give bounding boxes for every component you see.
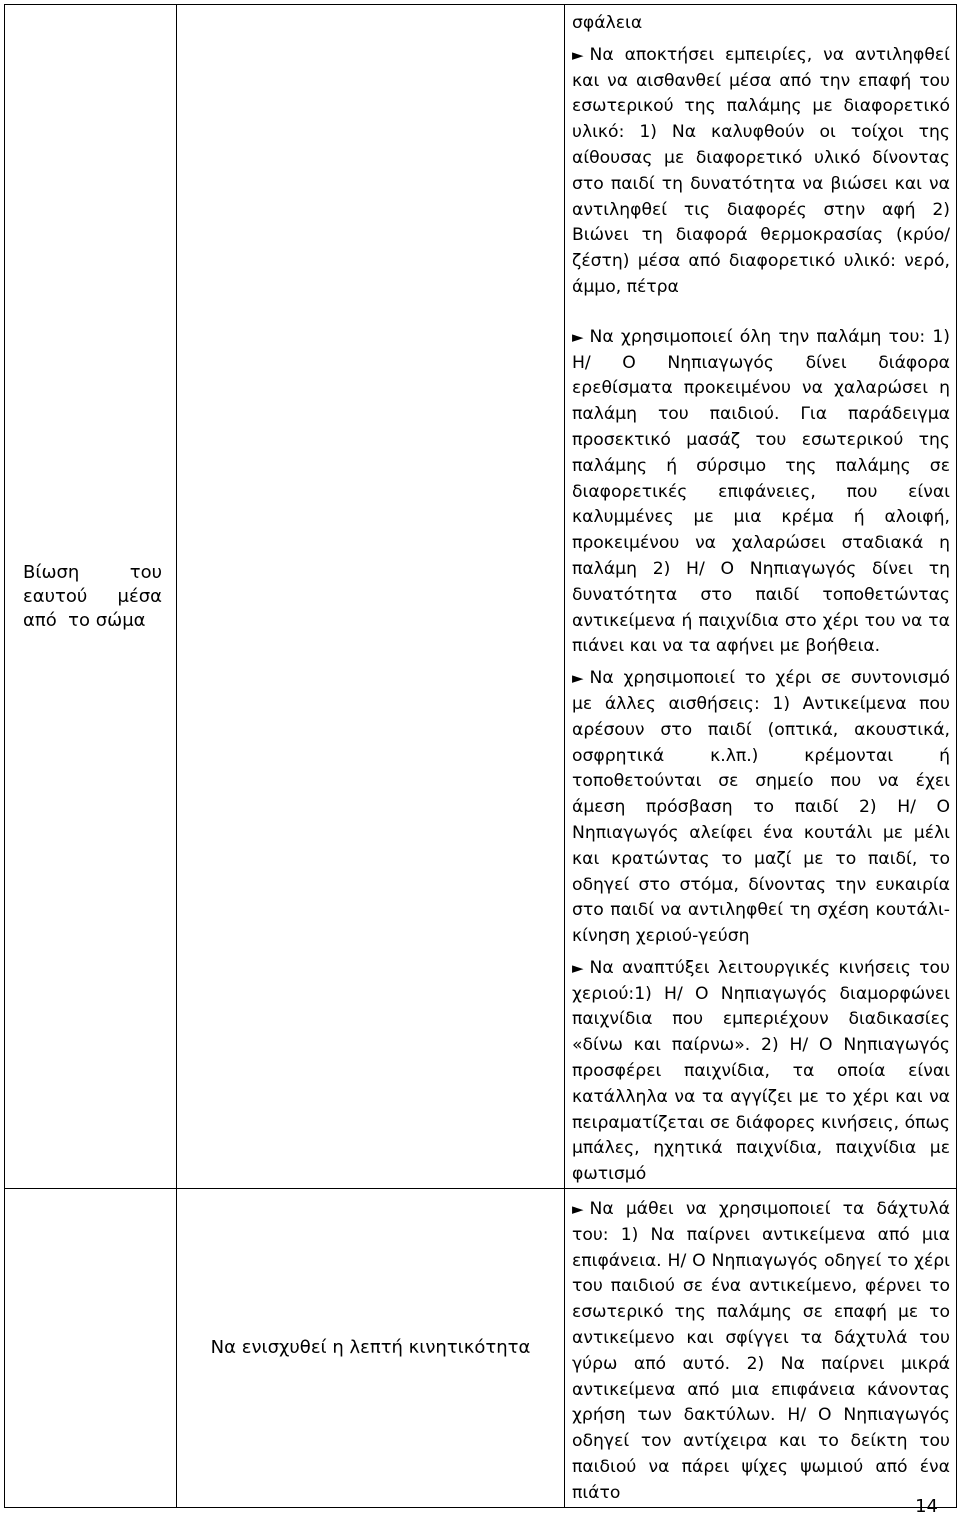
subgoal-cell [177,5,565,1189]
bullet-arrow-icon: ► [572,958,584,977]
category-word: το σώμα [68,609,146,631]
activity-paragraph: ► Να αναπτύξει λειτουργικές κινήσεις του χεριού:1) Η/ Ο Νηπιαγωγός διαμορφώνει παιχνίδια που εμπεριέχουν διαδικασίες «δίνω και παίρνω». 2) Η/ Ο Νηπιαγωγός προσφέρει παιχνίδια, τα οποία είναι κατάλληλα να τα αγγίζει με το χέρι και να πειραματίζεται σε διάφορες κινήσεις, όπως μπάλες, ηχητικά παιχνίδια, παιχνίδια με φωτισμό [572,957,950,1185]
subgoal-cell [177,1189,565,1508]
category-cell [5,1189,177,1508]
bullet-arrow-icon: ► [572,327,584,346]
category-word: του [129,561,162,583]
activity-paragraph: ► Να μάθει να χρησιμοποιεί τα δάχτυλά του: 1) Να παίρνει αντικείμενα από μια επιφάνεια. Η/ Ο Νηπιαγωγός οδηγεί το χέρι του παιδιού σε ένα αντικείμενο, φέρνει το εσωτερικό της παλάμης σε επαφή με το αντικείμενο και σφίγγει τα δάχτυλά του γύρω από αυτό. 2) Να παίρνει μικρά αντικείμενα από μια επιφάνεια κάνοντας χρήση των δακτύλων. Η/ Ο Νηπιαγωγός οδηγεί τον αντίχειρα και το δείκτη του παιδιού να πάρει ψίχες ψωμιού από ένα πιάτο [572,1199,950,1503]
bullet-arrow-icon: ► [572,669,584,688]
activity-paragraph: ► Να χρησιμοποιεί όλη την παλάμη του: 1) Η/ Ο Νηπιαγωγός δίνει διάφορα ερεθίσματα προκειμένου να χαλαρώσει η παλάμη του παιδιού. Για παράδειγμα προσεκτικό μασάζ του εσωτερικού της παλάμης ή σύρσιμο της παλάμης σε διαφορετικές επιφάνειες, που είναι καλυμμένες με μια κρέμα ή αλοιφή, προκειμένου να χαλαρώσει σταδιακά η παλάμη 2) Η/ Ο Νηπιαγωγός δίνει τη δυνατότητα στο παιδί τοποθετώντας αντικείμενα ή παιχνίδια στο χέρι του να τα πιάνει και να τα αφήνει με βοήθεια. [572,326,950,657]
curriculum-table [4,4,957,1508]
category-label [5,561,176,633]
category-word: εαυτού [23,585,88,607]
page-number: 14 [915,1496,938,1517]
category-word: Βίωση [23,561,80,583]
subgoal-text: Να ενισχυθεί η λεπτή κινητικότητα [210,1337,531,1359]
category-word: από [23,609,57,631]
activity-paragraph: ► Να χρησιμοποιεί το χέρι σε συντονισμό με άλλες αισθήσεις: 1) Αντικείμενα που αρέσουν στο παιδί (οπτικά, ακουστικά, οσφρητικά κ.λπ.) κρέμονται ή τοποθετούνται σε σημείο που να έχει άμεση πρόσβαση το παιδί 2) Η/ Ο Νηπιαγωγός αλείφει ένα κουτάλι με μέλι και κρατώντας το μαζί με το παιδί, το οδηγεί στο στόμα, δίνοντας την ευκαιρία στο παιδί να αντιληφθεί τη σχέση κουτάλι-κίνηση χεριού-γεύση [572,668,950,947]
category-cell [5,5,177,1189]
activities-cell [565,5,957,1189]
bullet-arrow-icon: ► [572,45,584,64]
activities-cell [565,1189,957,1508]
table-row [5,5,957,1189]
activity-paragraph: ► Να αποκτήσει εμπειρίες, να αντιληφθεί και να αισθανθεί μέσα από την επαφή του εσωτερικού της παλάμης με διαφορετικό υλικό: 1) Να καλυφθούν οι τοίχοι της αίθουσας με διαφορετικό υλικό δίνοντας στο παιδί τη δυνατότητα να βιώσει και να αντιληφθεί τις διαφορές στην αφή 2) Βιώνει τη διαφορά θερμοκρασίας (κρύο/ ζέστη) μέσα από διαφορετικό υλικό: νερό, άμμο, πέτρα [572,44,950,297]
intro-line: σφάλεια [572,13,643,33]
bullet-arrow-icon: ► [572,1200,584,1219]
table-row [5,1189,957,1508]
category-word: μέσα [117,585,162,607]
